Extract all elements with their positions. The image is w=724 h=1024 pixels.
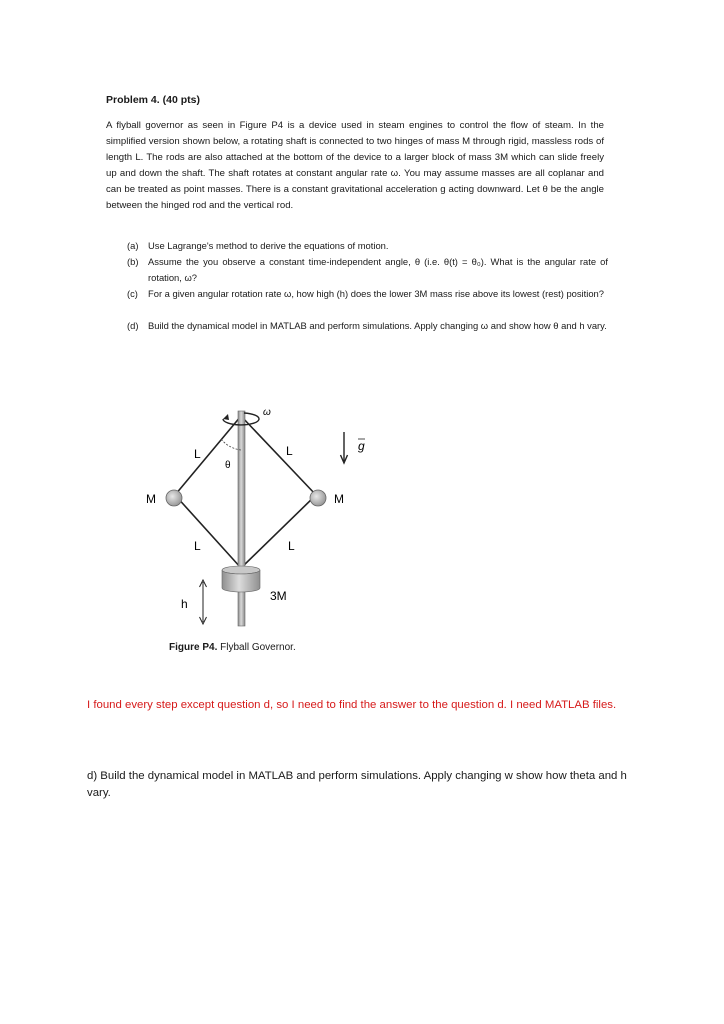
figure-caption [169, 642, 296, 653]
question-text: Build the dynamical model in MATLAB and perform simulations. Apply changing ω and show how θ and h vary. [148, 320, 607, 331]
problem-title: Problem 4. (40 pts) [106, 94, 200, 106]
rod-label-lower-left: L [194, 539, 201, 553]
rod-label-upper-right: L [286, 444, 293, 458]
gravity-label: g [358, 439, 365, 453]
rod-label-lower-right: L [288, 539, 295, 553]
rotation-arrowhead-icon [223, 414, 229, 420]
mass-right-ball [310, 490, 326, 506]
rod-upper-left [175, 416, 241, 495]
question-a [127, 238, 607, 254]
problem-intro: A flyball governor as seen in Figure P4 is a device used in steam engines to control the flow of steam. In the simplified version shown below, a rotating shaft is connected to two hinges of mass M through rigid, massless rods of length L. The rods are also attached at the bottom of the device to a larger block of mass 3M which can slide freely up and down the shaft. The shaft rotates at constant angular rate ω. You may assume masses are all coplanar and can be treated as point masses. There is a constant gravitational acceleration g acting downward. Let θ be the angle between the hinged rod and the vertical rod. [106, 120, 604, 211]
rod-lower-right [241, 495, 316, 568]
theta-label: θ [225, 460, 231, 471]
omega-label: ω [263, 407, 271, 418]
question-text: Assume the you observe a constant time-independent angle, θ (i.e. θ(t) = θ₀). What is the angular rate of rotation, ω? [148, 256, 608, 283]
mass-right-label: M [334, 492, 344, 506]
question-d-repeat: d) Build the dynamical model in MATLAB and perform simulations. Apply changing w show how theta and h vary. [87, 770, 627, 799]
rod-upper-right [241, 416, 316, 495]
figure-caption-text: Flyball Governor. [217, 642, 296, 653]
rod-lower-left [175, 495, 241, 568]
question-b [127, 254, 607, 286]
question-text: Use Lagrange's method to derive the equations of motion. [148, 240, 389, 251]
mass-left-label: M [146, 492, 156, 506]
vertical-shaft [238, 411, 245, 626]
question-c [127, 286, 607, 318]
question-label: (a) [127, 240, 139, 251]
question-label: (c) [127, 288, 138, 299]
rod-label-upper-left: L [194, 447, 201, 461]
block-label: 3M [270, 589, 287, 603]
question-d [127, 318, 607, 350]
user-note: I found every step except question d, so I need to find the answer to the question d. I need MATLAB files. [87, 699, 617, 711]
mass-left-ball [166, 490, 182, 506]
flyball-governor-figure [130, 395, 380, 635]
question-label: (b) [127, 256, 139, 267]
question-label: (d) [127, 320, 139, 331]
question-text: For a given angular rotation rate ω, how high (h) does the lower 3M mass rise above its lowest (rest) position? [148, 288, 604, 299]
figure-caption-prefix: Figure P4. [169, 642, 218, 653]
height-label: h [181, 597, 188, 611]
